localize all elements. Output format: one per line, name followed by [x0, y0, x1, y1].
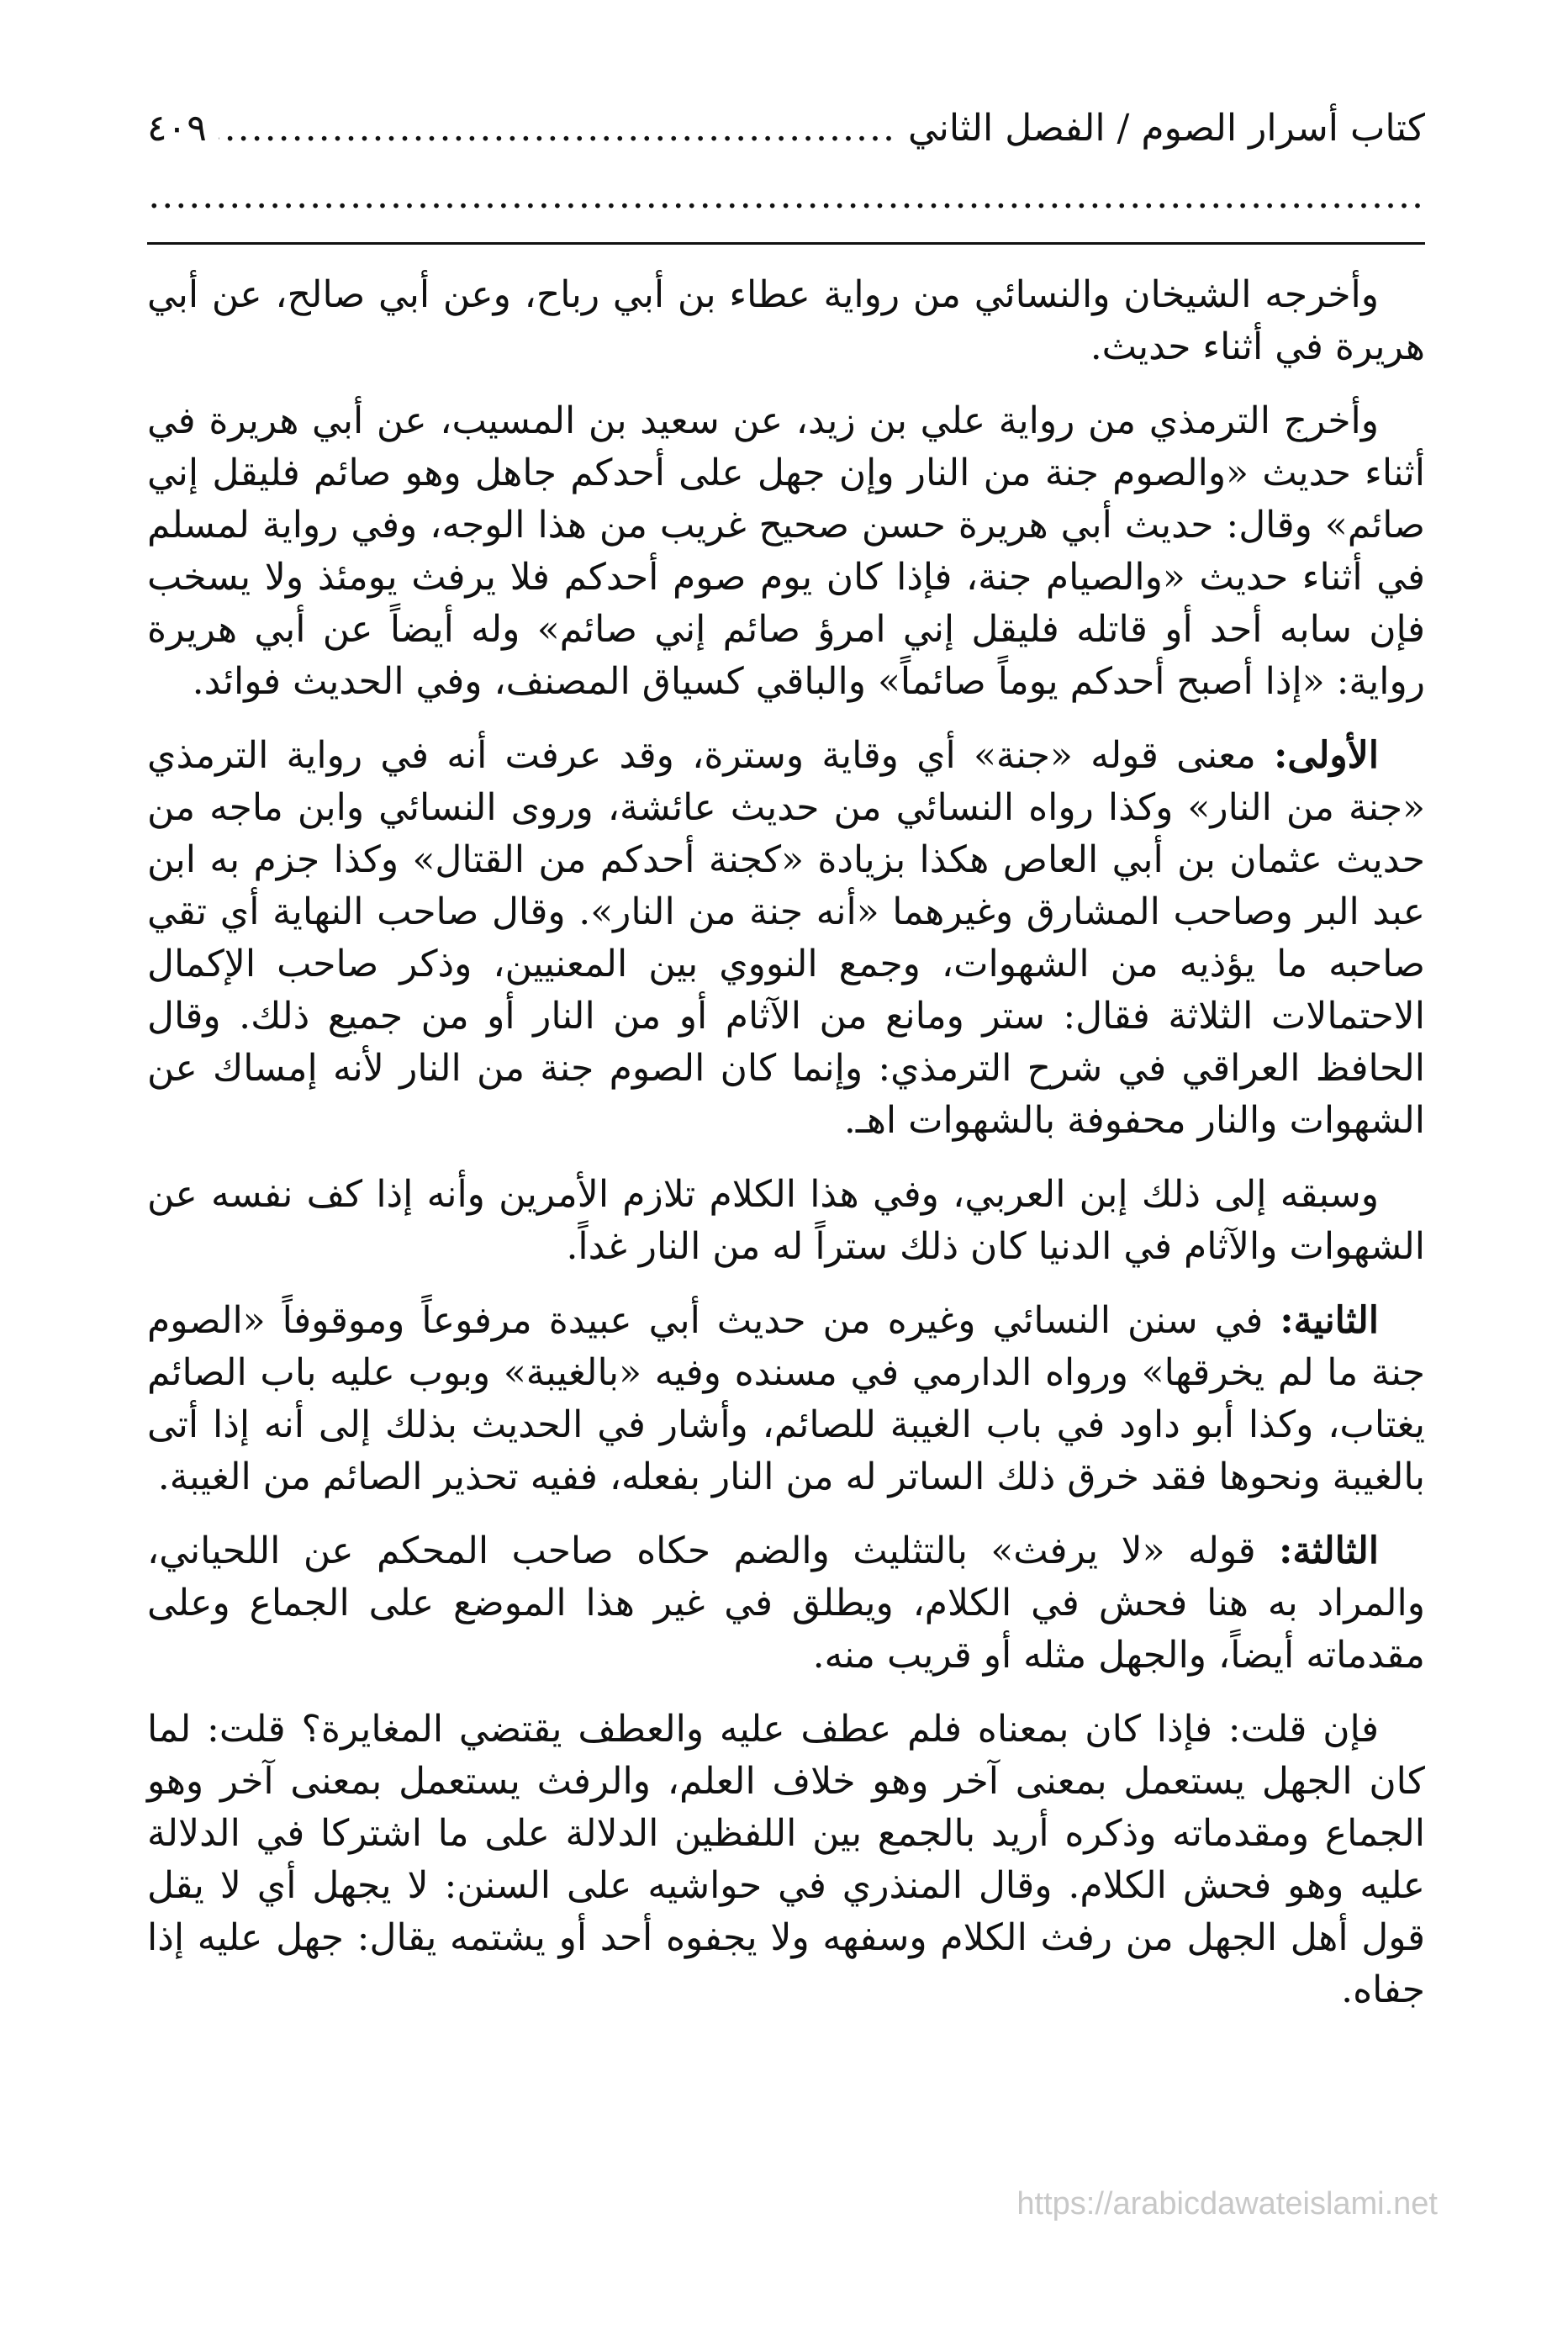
- body-text: [147, 269, 1425, 2038]
- paragraph: [147, 1704, 1425, 2016]
- paragraph: [147, 395, 1425, 708]
- paragraph-text: في سنن النسائي وغيره من حديث أبي عبيدة مرفوعاً وموقوفاً «الصوم جنة ما لم يخرقها» ورواه الدارمي في مسنده وفيه «بالغيبة» وبوب عليه باب الصائم يغتاب، وكذا أبو داود في باب الغيبة للصائم، وأشار في الحديث بذلك إلى أنه إذا أتى بالغيبة ونحوها فقد خرق ذلك الساتر له من النار بفعله، ففيه تحذير الصائم من الغيبة.: [147, 1299, 1425, 1498]
- paragraph: [147, 1525, 1425, 1682]
- paragraph-text: وأخرجه الشيخان والنسائي من رواية عطاء بن أبي رباح، وعن أبي صالح، عن أبي هريرة في أثناء حديث.: [147, 273, 1425, 368]
- header-leader-dots: [219, 110, 896, 147]
- paragraph: [147, 269, 1425, 373]
- horizontal-rule: [147, 242, 1425, 245]
- chapter-title: كتاب أسرار الصوم / الفصل الثاني: [907, 107, 1425, 150]
- running-header: [147, 80, 1425, 150]
- paragraph-heading: الأولى:: [1274, 734, 1379, 777]
- paragraph-heading: الثالثة:: [1279, 1529, 1379, 1572]
- dotted-separator: [147, 183, 1425, 209]
- page-number: ٤٠٩: [147, 107, 207, 150]
- paragraph-text: وسبقه إلى ذلك إبن العربي، وفي هذا الكلام تلازم الأمرين وأنه إذا كف نفسه عن الشهوات والآثام في الدنيا كان ذلك ستراً له من النار غداً.: [147, 1173, 1425, 1268]
- paragraph-text: فإن قلت: فإذا كان بمعناه فلم عطف عليه والعطف يقتضي المغايرة؟ قلت: لما كان الجهل يستعمل بمعنى آخر وهو خلاف العلم، والرفث يستعمل بمعنى آخر وهو الجماع ومقدماته وذكره أريد بالجمع بين اللفظين الدلالة على ما اشتركا في الدلالة عليه وهو فحش الكلام. وقال المنذري في حواشيه على السنن: لا يجهل أي لا يقل قول أهل الجهل من رفث الكلام وسفهه ولا يجفوه أحد أو يشتمه يقال: جهل عليه إذا جفاه.: [147, 1708, 1425, 2011]
- paragraph: [147, 1169, 1425, 1273]
- paragraph: [147, 1295, 1425, 1503]
- paragraph: [147, 730, 1425, 1147]
- paragraph-text: قوله «لا يرفث» بالتثليث والضم حكاه صاحب المحكم عن اللحياني، والمراد به هنا فحش في الكلام، ويطلق في غير هذا الموضع على الجماع وعلى مقدماته أيضاً، والجهل مثله أو قريب منه.: [147, 1529, 1425, 1677]
- watermark-url: https://arabicdawateislami.net: [1016, 2186, 1438, 2221]
- paragraph-heading: الثانية:: [1280, 1299, 1379, 1342]
- paragraph-text: وأخرج الترمذي من رواية علي بن زيد، عن سعيد بن المسيب، عن أبي هريرة في أثناء حديث «والصوم جنة من النار وإن جهل على أحدكم جاهل وهو صائم فليقل إني صائم» وقال: حديث أبي هريرة حسن صحيح غريب من هذا الوجه، وفي رواية لمسلم في أثناء حديث «والصيام جنة، فإذا كان يوم صوم أحدكم فلا يرفث يومئذ ولا يسخب فإن سابه أحد أو قاتله فليقل إني امرؤ صائم إني صائم» وله أيضاً عن أبي هريرة رواية: «إذا أصبح أحدكم يوماً صائماً» والباقي كسياق المصنف، وفي الحديث فوائد.: [147, 399, 1425, 703]
- paragraph-text: معنى قوله «جنة» أي وقاية وسترة، وقد عرفت أنه في رواية الترمذي «جنة من النار» وكذا رواه النسائي من حديث عائشة، وروى النسائي وابن ماجه من حديث عثمان بن أبي العاص هكذا بزيادة «كجنة أحدكم من القتال» وكذا جزم به ابن عبد البر وصاحب المشارق وغيرهما «أنه جنة من النار». وقال صاحب النهاية أي تقي صاحبه ما يؤذيه من الشهوات، وجمع النووي بين المعنيين، وذكر صاحب الإكمال الاحتمالات الثلاثة فقال: ستر ومانع من الآثام أو من النار أو من جميع ذلك. وقال الحافظ العراقي في شرح الترمذي: وإنما كان الصوم جنة من النار لأنه إمساك عن الشهوات والنار محفوفة بالشهوات اهـ.: [147, 734, 1425, 1142]
